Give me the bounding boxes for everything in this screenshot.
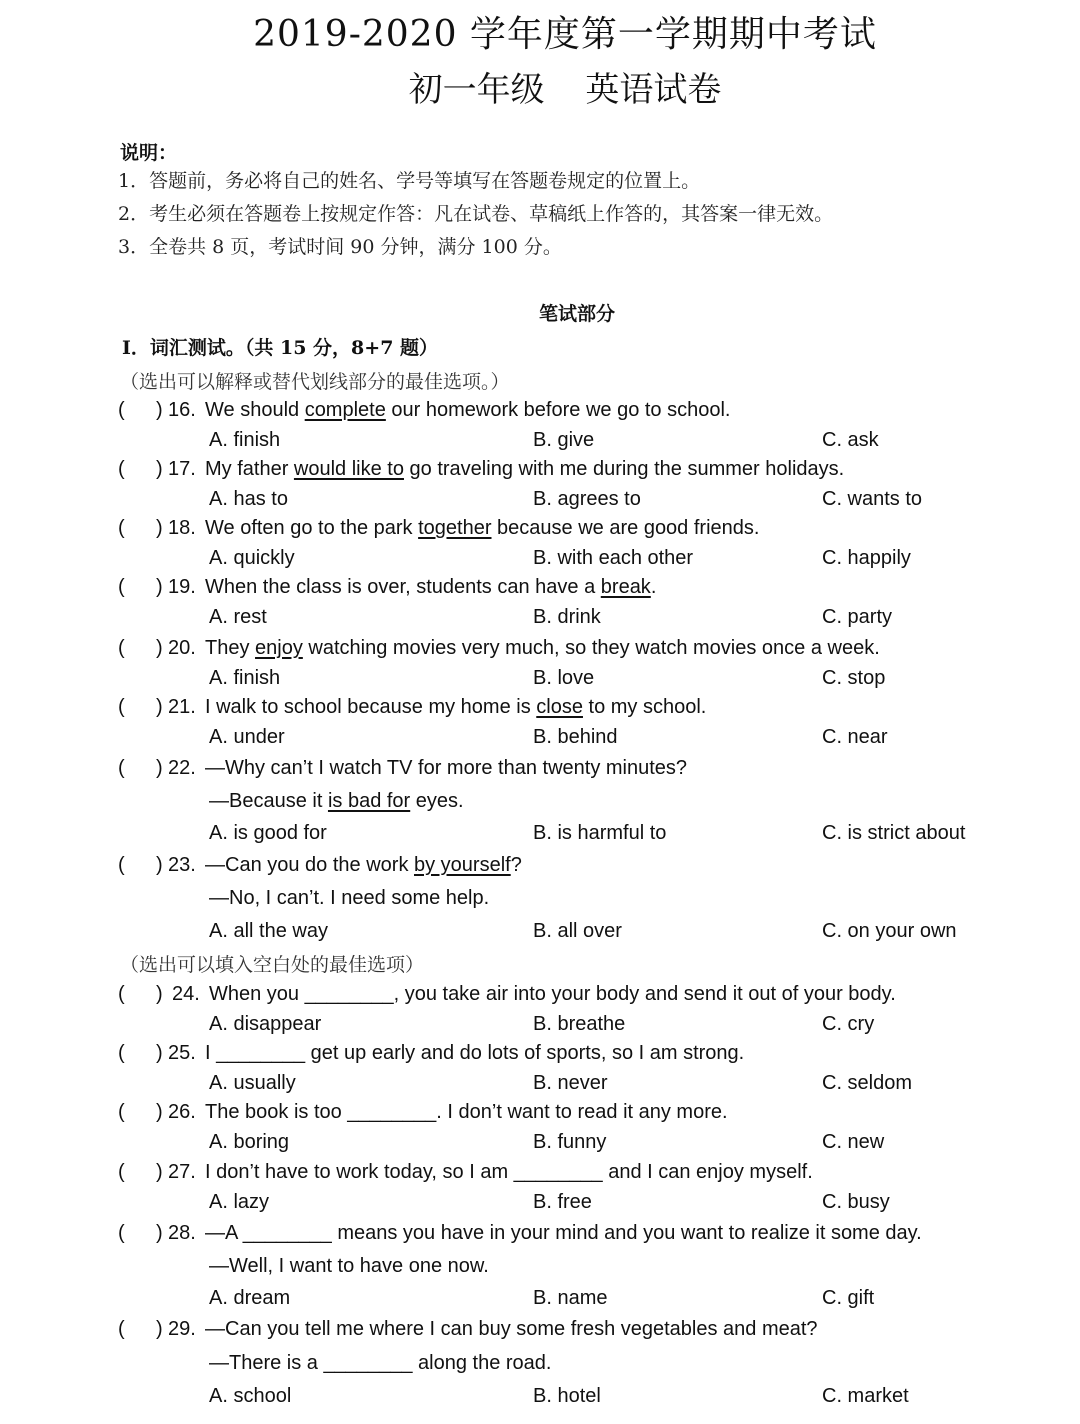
question-number: 26. <box>168 1101 196 1123</box>
option-c: C. cry <box>822 1013 875 1035</box>
answer-parentheses: ( <box>118 517 125 539</box>
instruction-item: 3．全卷共 8 页，考试时间 90 分钟，满分 100 分。 <box>118 236 562 258</box>
answer-parentheses: ( <box>118 1101 125 1123</box>
question-number: 16. <box>168 399 196 421</box>
question-number: 17. <box>168 458 196 480</box>
option-c: C. stop <box>822 667 886 689</box>
underlined-phrase: by yourself <box>414 854 511 876</box>
option-b: B. behind <box>533 726 618 748</box>
underlined-phrase: enjoy <box>255 637 303 659</box>
question-stem <box>205 399 730 422</box>
question-text: because we are good friends. <box>491 517 760 539</box>
answer-parentheses: ( <box>118 1042 125 1064</box>
option-b: B. drink <box>533 606 601 628</box>
option-a: A. has to <box>209 488 288 510</box>
question-number: 23. <box>168 854 196 876</box>
question-text: our homework before we go to school. <box>385 399 731 421</box>
question-stem <box>205 1222 922 1245</box>
underlined-phrase: would like to <box>293 458 404 480</box>
option-a: A. finish <box>209 429 281 451</box>
question-stem <box>209 983 896 1006</box>
question-dialogue-line <box>209 1352 551 1375</box>
question-text: . <box>650 576 657 598</box>
option-a: A. all the way <box>209 920 328 942</box>
question-stem <box>205 637 880 660</box>
instruction-item: 2．考生必须在答题卷上按规定作答：凡在试卷、草稿纸上作答的，其答案一律无效。 <box>118 203 834 225</box>
option-a: A. rest <box>209 606 267 628</box>
question-text: —Can you do the work <box>205 854 414 876</box>
answer-parentheses: ) <box>156 399 163 421</box>
question-text: We often go to the park <box>205 517 419 539</box>
question-number: 28. <box>168 1222 196 1244</box>
option-b: B. free <box>533 1191 592 1213</box>
answer-parentheses: ( <box>118 399 125 421</box>
option-c: C. ask <box>822 429 879 451</box>
option-b: B. all over <box>533 920 622 942</box>
answer-parentheses: ) <box>156 983 163 1005</box>
option-a: A. dream <box>209 1287 291 1309</box>
answer-parentheses: ( <box>118 854 125 876</box>
option-c: C. gift <box>822 1287 875 1309</box>
option-a: A. usually <box>209 1072 296 1094</box>
instructions-heading: 说明： <box>120 142 178 164</box>
question-text: —Why can’t I watch TV for more than twenty minutes? <box>205 757 688 779</box>
question-stem <box>205 1161 813 1184</box>
part-title: 笔试部分 <box>539 303 616 325</box>
option-a: A. is good for <box>209 822 327 844</box>
option-a: A. finish <box>209 667 281 689</box>
answer-parentheses: ) <box>156 637 163 659</box>
question-text: —Because it <box>209 790 328 812</box>
answer-parentheses: ( <box>118 983 125 1005</box>
question-stem <box>205 696 706 719</box>
question-text: —There is a ________ along the road. <box>209 1352 552 1374</box>
option-c: C. busy <box>822 1191 890 1213</box>
option-b: B. is harmful to <box>533 822 667 844</box>
option-b: B. agrees to <box>533 488 641 510</box>
exam-title: 2019-2020 学年度第一学期期中考试 <box>253 14 877 55</box>
question-stem <box>205 1318 818 1341</box>
option-a: A. disappear <box>209 1013 322 1035</box>
answer-parentheses: ( <box>118 1318 125 1340</box>
option-a: A. boring <box>209 1131 290 1153</box>
question-text: I walk to school because my home is <box>205 696 537 718</box>
option-c: C. new <box>822 1131 885 1153</box>
answer-parentheses: ) <box>156 1161 163 1183</box>
section-instruction: （选出可以解释或替代划线部分的最佳选项。） <box>120 371 510 393</box>
option-c: C. market <box>822 1385 909 1407</box>
answer-parentheses: ( <box>118 1161 125 1183</box>
question-text: I ________ get up early and do lots of sports, so I am strong. <box>205 1042 745 1064</box>
answer-parentheses: ( <box>118 576 125 598</box>
question-text: When the class is over, students can have a <box>205 576 601 598</box>
answer-parentheses: ) <box>156 517 163 539</box>
option-c: C. on your own <box>822 920 957 942</box>
answer-parentheses: ) <box>156 854 163 876</box>
question-number: 19. <box>168 576 196 598</box>
answer-parentheses: ) <box>156 576 163 598</box>
question-text: —Well, I want to have one now. <box>209 1255 489 1277</box>
question-dialogue-line <box>209 790 464 813</box>
option-a: A. under <box>209 726 285 748</box>
option-b: B. never <box>533 1072 608 1094</box>
option-b: B. hotel <box>533 1385 601 1407</box>
question-number: 18. <box>168 517 196 539</box>
question-text: My father <box>205 458 294 480</box>
instruction-item: 1．答题前，务必将自己的姓名、学号等填写在答题卷规定的位置上。 <box>118 170 701 192</box>
option-a: A. lazy <box>209 1191 270 1213</box>
question-stem <box>205 576 656 599</box>
question-number: 22. <box>168 757 196 779</box>
answer-parentheses: ) <box>156 1042 163 1064</box>
answer-parentheses: ) <box>156 1318 163 1340</box>
question-text: watching movies very much, so they watch movies once a week. <box>302 637 880 659</box>
answer-parentheses: ) <box>156 1222 163 1244</box>
question-text: They <box>205 637 256 659</box>
question-dialogue-line <box>209 1255 489 1278</box>
question-stem <box>205 517 759 540</box>
answer-parentheses: ) <box>156 757 163 779</box>
underlined-phrase: together <box>418 517 492 539</box>
question-text: to my school. <box>582 696 707 718</box>
option-c: C. is strict about <box>822 822 966 844</box>
question-stem <box>205 458 844 481</box>
question-text: —Can you tell me where I can buy some fresh vegetables and meat? <box>205 1318 818 1340</box>
option-b: B. love <box>533 667 595 689</box>
question-number: 21. <box>168 696 196 718</box>
underlined-phrase: complete <box>304 399 386 421</box>
question-text: —A ________ means you have in your mind and you want to realize it some day. <box>205 1222 922 1244</box>
question-text: eyes. <box>410 790 464 812</box>
question-number: 29. <box>168 1318 196 1340</box>
question-number: 27. <box>168 1161 196 1183</box>
question-text: When you ________, you take air into your body and send it out of your body. <box>209 983 896 1005</box>
answer-parentheses: ) <box>156 696 163 718</box>
question-text: go traveling with me during the summer holidays. <box>403 458 845 480</box>
question-number: 24. <box>172 983 200 1005</box>
option-c: C. party <box>822 606 893 628</box>
option-b: B. with each other <box>533 547 694 569</box>
question-stem <box>205 757 687 780</box>
underlined-phrase: close <box>536 696 583 718</box>
question-text: I don’t have to work today, so I am ________ and I can enjoy myself. <box>205 1161 813 1183</box>
question-stem <box>205 1101 728 1124</box>
option-c: C. happily <box>822 547 911 569</box>
question-text: —No, I can’t. I need some help. <box>209 887 490 909</box>
option-b: B. funny <box>533 1131 607 1153</box>
question-stem <box>205 1042 744 1065</box>
answer-parentheses: ) <box>156 458 163 480</box>
answer-parentheses: ( <box>118 637 125 659</box>
answer-parentheses: ( <box>118 1222 125 1244</box>
underlined-phrase: is bad for <box>327 790 411 812</box>
answer-parentheses: ( <box>118 757 125 779</box>
answer-parentheses: ( <box>118 696 125 718</box>
section-title: Ⅰ．词汇测试。（共 15 分，8+7 题） <box>122 337 439 359</box>
section-instruction: （选出可以填入空白处的最佳选项） <box>120 954 425 976</box>
exam-subtitle: 初一年级 英语试卷 <box>408 70 722 110</box>
option-c: C. wants to <box>822 488 923 510</box>
option-b: B. breathe <box>533 1013 626 1035</box>
option-b: B. name <box>533 1287 608 1309</box>
answer-parentheses: ) <box>156 1101 163 1123</box>
option-c: C. seldom <box>822 1072 913 1094</box>
question-number: 25. <box>168 1042 196 1064</box>
option-b: B. give <box>533 429 595 451</box>
question-dialogue-line <box>209 887 489 910</box>
question-number: 20. <box>168 637 196 659</box>
option-c: C. near <box>822 726 888 748</box>
question-stem <box>205 854 522 877</box>
question-text: ? <box>510 854 522 876</box>
answer-parentheses: ( <box>118 458 125 480</box>
underlined-phrase: break <box>600 576 651 598</box>
option-a: A. quickly <box>209 547 295 569</box>
option-a: A. school <box>209 1385 292 1407</box>
question-text: We should <box>205 399 305 421</box>
question-text: The book is too ________. I don’t want to read it any more. <box>205 1101 728 1123</box>
